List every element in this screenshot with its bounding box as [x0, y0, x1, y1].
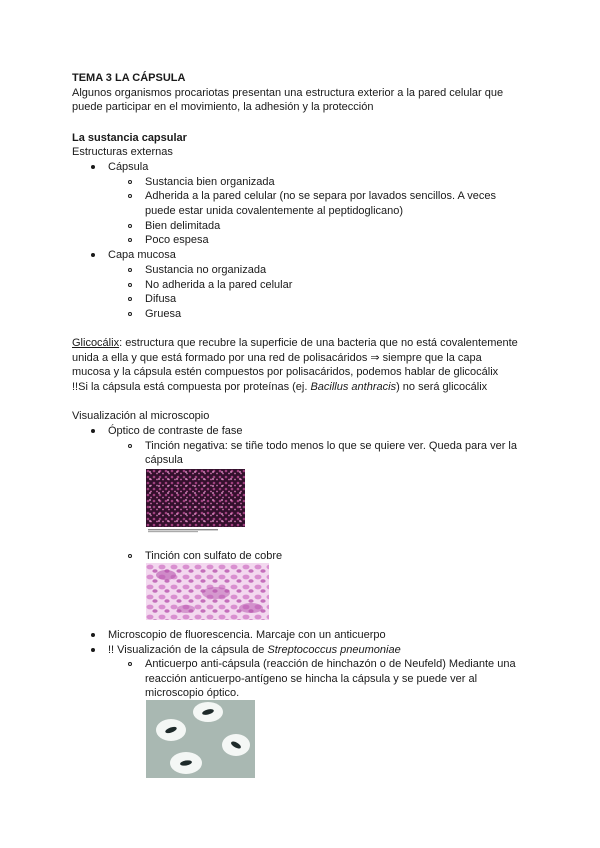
list-item-continuation: reacción anticuerpo-antígeno se hincha la cápsula y se puede ver al [145, 673, 478, 685]
bullet-disc-icon [91, 165, 95, 169]
glicocalix-line-4 [72, 380, 487, 394]
bullet-disc-icon [91, 633, 95, 637]
copper-stain-texture [146, 563, 269, 620]
page-title: TEMA 3 LA CÁPSULA [72, 72, 186, 84]
bullet-disc-icon [91, 648, 95, 652]
bullet-circle-icon [128, 554, 132, 558]
glicocalix-line-3: mucosa y la cápsula estén compuestos por polisacáridos, podemos hablar de glicocálix [72, 366, 499, 378]
bullet-circle-icon [128, 297, 132, 301]
bullet-circle-icon [128, 224, 132, 228]
bullet-circle-icon [128, 312, 132, 316]
section-subheading: Estructuras externas [72, 146, 173, 158]
list-item: Gruesa [145, 308, 182, 320]
microscopy-heading: Visualización al microscopio [72, 410, 210, 422]
glicocalix-definition: : estructura que recubre la superficie de una bacteria que no está covalentemente [119, 337, 518, 349]
list-item-optico: Óptico de contraste de fase [108, 425, 243, 437]
list-item-continuation: cápsula [145, 454, 183, 466]
intro-line-1: Algunos organismos procariotas presentan una estructura exterior a la pared celular que [72, 87, 504, 99]
list-item-streptococcus [108, 643, 401, 657]
list-item: Poco espesa [145, 234, 209, 246]
list-item: Adherida a la pared celular (no se separa por lavados sencillos. A veces [145, 190, 496, 202]
copper-stain-image [146, 563, 269, 620]
list-item-fluorescencia: Microscopio de fluorescencia. Marcaje con un anticuerpo [108, 629, 386, 641]
bullet-circle-icon [128, 268, 132, 272]
note-text: ) no será glicocálix [396, 381, 488, 393]
glicocalix-term: Glicocálix [72, 337, 120, 349]
intro-line-2: puede participar en el movimiento, la adhesión y la protección [72, 101, 374, 113]
bullet-circle-icon [128, 180, 132, 184]
list-item: Sustancia no organizada [145, 264, 267, 276]
bullet-circle-icon [128, 238, 132, 242]
bullet-disc-icon [91, 253, 95, 257]
list-item-continuation: microscopio óptico. [145, 687, 240, 699]
list-item-continuation: puede estar unida covalentemente al peptidoglicano) [145, 205, 404, 217]
bullet-circle-icon [128, 283, 132, 287]
quellung-reaction-texture [146, 700, 255, 778]
list-item-text: !! Visualización de la cápsula de [108, 644, 268, 656]
list-item: No adherida a la pared celular [145, 279, 293, 291]
list-item: Bien delimitada [145, 220, 221, 232]
species-name: Streptococcus pneumoniae [267, 644, 401, 656]
bullet-circle-icon [128, 194, 132, 198]
note-text: !!Si la cápsula está compuesta por proteínas (ej. [72, 381, 311, 393]
list-item: Sustancia bien organizada [145, 176, 275, 188]
bullet-circle-icon [128, 444, 132, 448]
glicocalix-line-2: unida a ella y que está formado por una red de polisacáridos ⇒ siempre que la capa [72, 352, 482, 364]
bullet-disc-icon [91, 429, 95, 433]
list-item-sulfato-cobre: Tinción con sulfato de cobre [145, 550, 283, 562]
negative-stain-image [146, 469, 245, 533]
list-item-tincion-negativa: Tinción negativa: se tiñe todo menos lo que se quiere ver. Queda para ver la [145, 440, 517, 452]
quellung-reaction-image [146, 700, 255, 778]
list-item-anticuerpo: Anticuerpo anti-cápsula (reacción de hinchazón o de Neufeld) Mediante una [145, 658, 516, 670]
glicocalix-line-1 [72, 336, 518, 350]
negative-stain-texture [146, 469, 245, 533]
list-item-capsula: Cápsula [108, 161, 149, 173]
species-name: Bacillus anthracis [310, 381, 397, 393]
list-item: Difusa [145, 293, 177, 305]
section-heading-sustancia: La sustancia capsular [72, 132, 187, 144]
list-item-capa-mucosa: Capa mucosa [108, 249, 176, 261]
bullet-circle-icon [128, 662, 132, 666]
